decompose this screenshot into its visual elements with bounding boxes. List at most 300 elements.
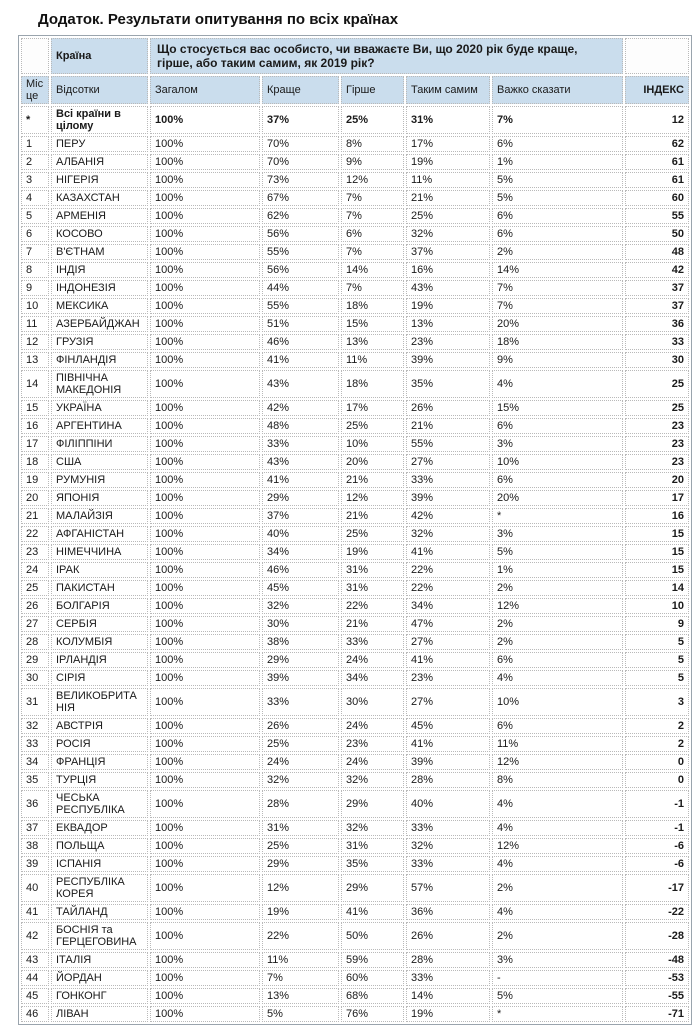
better-cell: 46%	[262, 334, 339, 350]
country-cell: КАЗАХСТАН	[51, 190, 148, 206]
better-cell: 38%	[262, 634, 339, 650]
place-cell: 34	[21, 754, 49, 770]
worse-cell: 21%	[341, 508, 404, 524]
same-cell: 41%	[406, 652, 490, 668]
header-row-columns	[21, 76, 689, 104]
total-cell: 100%	[150, 400, 260, 416]
table-row	[21, 670, 689, 686]
total-cell: 100%	[150, 154, 260, 170]
worse-cell: 34%	[341, 670, 404, 686]
place-cell: 7	[21, 244, 49, 260]
worse-cell: 25%	[341, 106, 404, 134]
same-cell: 25%	[406, 208, 490, 224]
col-header-worse: Гірше	[341, 76, 404, 104]
total-cell: 100%	[150, 334, 260, 350]
table-row	[21, 508, 689, 524]
place-cell: 6	[21, 226, 49, 242]
total-cell: 100%	[150, 904, 260, 920]
country-cell: ІТАЛІЯ	[51, 952, 148, 968]
country-cell: ІНДОНЕЗІЯ	[51, 280, 148, 296]
place-cell: 24	[21, 562, 49, 578]
same-cell: 31%	[406, 106, 490, 134]
survey-results-table	[18, 35, 692, 1025]
same-cell: 26%	[406, 400, 490, 416]
better-cell: 70%	[262, 136, 339, 152]
country-cell: ПАКИСТАН	[51, 580, 148, 596]
same-cell: 26%	[406, 922, 490, 950]
same-cell: 55%	[406, 436, 490, 452]
total-cell: 100%	[150, 244, 260, 260]
better-cell: 33%	[262, 688, 339, 716]
total-cell: 100%	[150, 718, 260, 734]
same-cell: 17%	[406, 136, 490, 152]
same-cell: 32%	[406, 526, 490, 542]
total-cell: 100%	[150, 208, 260, 224]
place-cell: 37	[21, 820, 49, 836]
worse-cell: 32%	[341, 820, 404, 836]
index-cell: -1	[625, 790, 689, 818]
same-cell: 39%	[406, 490, 490, 506]
table-row	[21, 718, 689, 734]
better-cell: 29%	[262, 490, 339, 506]
place-cell: 15	[21, 400, 49, 416]
col-header-index: ІНДЕКС	[625, 76, 689, 104]
index-cell: 5	[625, 634, 689, 650]
place-cell: 11	[21, 316, 49, 332]
same-cell: 21%	[406, 418, 490, 434]
hard-cell: 4%	[492, 790, 623, 818]
worse-cell: 24%	[341, 754, 404, 770]
worse-cell: 7%	[341, 244, 404, 260]
table-row	[21, 370, 689, 398]
index-cell: 5	[625, 670, 689, 686]
index-cell: 0	[625, 754, 689, 770]
same-cell: 19%	[406, 154, 490, 170]
worse-cell: 31%	[341, 838, 404, 854]
index-cell: 50	[625, 226, 689, 242]
country-cell: ГРУЗІЯ	[51, 334, 148, 350]
hard-cell: -	[492, 970, 623, 986]
worse-cell: 6%	[341, 226, 404, 242]
better-cell: 25%	[262, 736, 339, 752]
better-cell: 37%	[262, 106, 339, 134]
country-cell: КОСОВО	[51, 226, 148, 242]
index-cell: 48	[625, 244, 689, 260]
better-cell: 44%	[262, 280, 339, 296]
country-cell: ІРЛАНДІЯ	[51, 652, 148, 668]
country-cell: АРГЕНТИНА	[51, 418, 148, 434]
hard-cell: 20%	[492, 316, 623, 332]
worse-cell: 15%	[341, 316, 404, 332]
index-cell: 61	[625, 154, 689, 170]
better-cell: 26%	[262, 718, 339, 734]
worse-cell: 8%	[341, 136, 404, 152]
table-row	[21, 244, 689, 260]
total-cell: 100%	[150, 316, 260, 332]
place-cell: 46	[21, 1006, 49, 1022]
hard-cell: 1%	[492, 154, 623, 170]
question-cell: Що стосується вас особисто, чи вважаєте Ви, що 2020 рік буде краще, гірше, або таким самим, як 2019 рік?	[150, 38, 623, 74]
same-cell: 37%	[406, 244, 490, 260]
hard-cell: 1%	[492, 562, 623, 578]
total-cell: 100%	[150, 544, 260, 560]
table-row	[21, 772, 689, 788]
worse-cell: 29%	[341, 790, 404, 818]
table-row	[21, 472, 689, 488]
hard-cell: 4%	[492, 370, 623, 398]
index-cell: 16	[625, 508, 689, 524]
same-cell: 32%	[406, 838, 490, 854]
country-cell: ІСПАНІЯ	[51, 856, 148, 872]
place-cell: 36	[21, 790, 49, 818]
worse-cell: 30%	[341, 688, 404, 716]
same-cell: 39%	[406, 352, 490, 368]
place-cell: 28	[21, 634, 49, 650]
worse-cell: 12%	[341, 172, 404, 188]
better-cell: 11%	[262, 952, 339, 968]
table-row	[21, 922, 689, 950]
index-cell: -6	[625, 838, 689, 854]
header-row-question	[21, 38, 689, 74]
same-cell: 19%	[406, 1006, 490, 1022]
hard-cell: 6%	[492, 418, 623, 434]
total-cell: 100%	[150, 352, 260, 368]
place-cell: 26	[21, 598, 49, 614]
total-cell: 100%	[150, 226, 260, 242]
table-row	[21, 1006, 689, 1022]
better-cell: 55%	[262, 298, 339, 314]
better-cell: 43%	[262, 454, 339, 470]
total-cell: 100%	[150, 790, 260, 818]
country-cell: ТУРЦІЯ	[51, 772, 148, 788]
total-cell: 100%	[150, 670, 260, 686]
country-cell: ЧЕСЬКА РЕСПУБЛІКА	[51, 790, 148, 818]
hard-cell: 6%	[492, 136, 623, 152]
index-cell: 30	[625, 352, 689, 368]
same-cell: 16%	[406, 262, 490, 278]
better-cell: 46%	[262, 562, 339, 578]
better-cell: 40%	[262, 526, 339, 542]
table-row	[21, 526, 689, 542]
better-cell: 41%	[262, 352, 339, 368]
worse-cell: 24%	[341, 718, 404, 734]
place-cell: 33	[21, 736, 49, 752]
hard-cell: 6%	[492, 208, 623, 224]
worse-cell: 18%	[341, 298, 404, 314]
place-cell: 40	[21, 874, 49, 902]
index-cell: 5	[625, 652, 689, 668]
better-cell: 67%	[262, 190, 339, 206]
place-cell: 22	[21, 526, 49, 542]
hard-cell: 18%	[492, 334, 623, 350]
worse-cell: 29%	[341, 874, 404, 902]
place-cell: 14	[21, 370, 49, 398]
table-body	[21, 106, 689, 1022]
same-cell: 28%	[406, 952, 490, 968]
total-cell: 100%	[150, 952, 260, 968]
better-cell: 62%	[262, 208, 339, 224]
better-cell: 33%	[262, 436, 339, 452]
country-cell: СІРІЯ	[51, 670, 148, 686]
total-cell: 100%	[150, 106, 260, 134]
worse-cell: 17%	[341, 400, 404, 416]
total-cell: 100%	[150, 988, 260, 1004]
country-cell: УКРАЇНА	[51, 400, 148, 416]
hard-cell: 4%	[492, 904, 623, 920]
hard-cell: 2%	[492, 244, 623, 260]
same-cell: 11%	[406, 172, 490, 188]
col-header-total: Загалом	[150, 76, 260, 104]
better-cell: 37%	[262, 508, 339, 524]
same-cell: 32%	[406, 226, 490, 242]
place-cell: 8	[21, 262, 49, 278]
total-cell: 100%	[150, 136, 260, 152]
index-cell: 12	[625, 106, 689, 134]
index-cell: 20	[625, 472, 689, 488]
hard-cell: 7%	[492, 106, 623, 134]
worse-cell: 21%	[341, 472, 404, 488]
better-cell: 42%	[262, 400, 339, 416]
same-cell: 22%	[406, 580, 490, 596]
place-cell: 16	[21, 418, 49, 434]
better-cell: 7%	[262, 970, 339, 986]
worse-cell: 7%	[341, 190, 404, 206]
index-cell: -22	[625, 904, 689, 920]
country-cell: ПЕРУ	[51, 136, 148, 152]
place-cell: 31	[21, 688, 49, 716]
place-cell: 35	[21, 772, 49, 788]
better-cell: 73%	[262, 172, 339, 188]
same-cell: 13%	[406, 316, 490, 332]
total-cell: 100%	[150, 856, 260, 872]
place-cell: 42	[21, 922, 49, 950]
place-cell: 5	[21, 208, 49, 224]
place-cell: 41	[21, 904, 49, 920]
index-cell: -71	[625, 1006, 689, 1022]
total-cell: 100%	[150, 172, 260, 188]
table-row	[21, 562, 689, 578]
table-row	[21, 988, 689, 1004]
country-cell: В'ЄТНАМ	[51, 244, 148, 260]
place-cell: 44	[21, 970, 49, 986]
table-row	[21, 298, 689, 314]
country-cell: США	[51, 454, 148, 470]
index-cell: 25	[625, 400, 689, 416]
better-cell: 31%	[262, 820, 339, 836]
total-cell: 100%	[150, 298, 260, 314]
worse-cell: 20%	[341, 454, 404, 470]
same-cell: 43%	[406, 280, 490, 296]
same-cell: 23%	[406, 334, 490, 350]
country-cell: ЙОРДАН	[51, 970, 148, 986]
index-cell: -17	[625, 874, 689, 902]
index-cell: -28	[625, 922, 689, 950]
country-cell: РУМУНІЯ	[51, 472, 148, 488]
table-row	[21, 226, 689, 242]
index-cell: 14	[625, 580, 689, 596]
worse-cell: 7%	[341, 208, 404, 224]
hard-cell: 5%	[492, 172, 623, 188]
worse-cell: 13%	[341, 334, 404, 350]
same-cell: 47%	[406, 616, 490, 632]
same-cell: 23%	[406, 670, 490, 686]
table-row	[21, 154, 689, 170]
hard-cell: 11%	[492, 736, 623, 752]
col-header-hard: Важко сказати	[492, 76, 623, 104]
worse-cell: 76%	[341, 1006, 404, 1022]
index-cell: -1	[625, 820, 689, 836]
better-cell: 32%	[262, 772, 339, 788]
better-cell: 48%	[262, 418, 339, 434]
worse-cell: 60%	[341, 970, 404, 986]
better-cell: 41%	[262, 472, 339, 488]
better-cell: 51%	[262, 316, 339, 332]
table-row	[21, 652, 689, 668]
hard-cell: 3%	[492, 436, 623, 452]
index-cell: 15	[625, 544, 689, 560]
same-cell: 42%	[406, 508, 490, 524]
index-cell: 0	[625, 772, 689, 788]
hard-cell: *	[492, 1006, 623, 1022]
place-cell: 45	[21, 988, 49, 1004]
country-cell: ІНДІЯ	[51, 262, 148, 278]
place-cell: 17	[21, 436, 49, 452]
hard-cell: 2%	[492, 874, 623, 902]
index-cell: 36	[625, 316, 689, 332]
total-cell: 100%	[150, 970, 260, 986]
worse-cell: 9%	[341, 154, 404, 170]
country-cell: МЕКСИКА	[51, 298, 148, 314]
country-cell: ТАЙЛАНД	[51, 904, 148, 920]
place-cell: 23	[21, 544, 49, 560]
total-cell: 100%	[150, 1006, 260, 1022]
table-row	[21, 598, 689, 614]
col-header-percent: Відсотки	[51, 76, 148, 104]
same-cell: 34%	[406, 598, 490, 614]
same-cell: 35%	[406, 370, 490, 398]
same-cell: 39%	[406, 754, 490, 770]
index-cell: 62	[625, 136, 689, 152]
better-cell: 5%	[262, 1006, 339, 1022]
table-row	[21, 106, 689, 134]
worse-cell: 35%	[341, 856, 404, 872]
total-cell: 100%	[150, 616, 260, 632]
hard-cell: 12%	[492, 598, 623, 614]
better-cell: 45%	[262, 580, 339, 596]
table-row	[21, 316, 689, 332]
worse-cell: 23%	[341, 736, 404, 752]
hard-cell: *	[492, 508, 623, 524]
better-cell: 24%	[262, 754, 339, 770]
country-cell: ЕКВАДОР	[51, 820, 148, 836]
hard-cell: 12%	[492, 838, 623, 854]
table-row	[21, 136, 689, 152]
table-row	[21, 952, 689, 968]
table-row	[21, 970, 689, 986]
place-cell: 21	[21, 508, 49, 524]
place-cell: 29	[21, 652, 49, 668]
hard-cell: 4%	[492, 670, 623, 686]
index-cell: 60	[625, 190, 689, 206]
table-row	[21, 754, 689, 770]
better-cell: 19%	[262, 904, 339, 920]
place-cell: 10	[21, 298, 49, 314]
same-cell: 41%	[406, 736, 490, 752]
index-cell: 42	[625, 262, 689, 278]
country-cell: ПІВНІЧНА МАКЕДОНІЯ	[51, 370, 148, 398]
corner-cell-right	[625, 38, 689, 74]
hard-cell: 6%	[492, 226, 623, 242]
better-cell: 39%	[262, 670, 339, 686]
country-cell: РЕСПУБЛІКА КОРЕЯ	[51, 874, 148, 902]
hard-cell: 10%	[492, 454, 623, 470]
better-cell: 70%	[262, 154, 339, 170]
place-cell: 39	[21, 856, 49, 872]
total-cell: 100%	[150, 436, 260, 452]
better-cell: 12%	[262, 874, 339, 902]
same-cell: 57%	[406, 874, 490, 902]
total-cell: 100%	[150, 838, 260, 854]
total-cell: 100%	[150, 688, 260, 716]
index-cell: 15	[625, 562, 689, 578]
table-row	[21, 838, 689, 854]
country-cell: ЯПОНІЯ	[51, 490, 148, 506]
worse-cell: 21%	[341, 616, 404, 632]
worse-cell: 19%	[341, 544, 404, 560]
hard-cell: 2%	[492, 634, 623, 650]
worse-cell: 7%	[341, 280, 404, 296]
hard-cell: 4%	[492, 820, 623, 836]
total-cell: 100%	[150, 490, 260, 506]
table-row	[21, 820, 689, 836]
index-cell: 33	[625, 334, 689, 350]
same-cell: 19%	[406, 298, 490, 314]
place-cell: 4	[21, 190, 49, 206]
total-cell: 100%	[150, 280, 260, 296]
hard-cell: 2%	[492, 580, 623, 596]
hard-cell: 5%	[492, 988, 623, 1004]
worse-cell: 33%	[341, 634, 404, 650]
same-cell: 27%	[406, 634, 490, 650]
table-row	[21, 490, 689, 506]
place-cell: 20	[21, 490, 49, 506]
country-cell: АФГАНІСТАН	[51, 526, 148, 542]
table-row	[21, 616, 689, 632]
index-cell: 61	[625, 172, 689, 188]
total-cell: 100%	[150, 454, 260, 470]
total-cell: 100%	[150, 922, 260, 950]
same-cell: 22%	[406, 562, 490, 578]
country-cell: АВСТРІЯ	[51, 718, 148, 734]
worse-cell: 68%	[341, 988, 404, 1004]
hard-cell: 6%	[492, 652, 623, 668]
index-cell: 55	[625, 208, 689, 224]
table-row	[21, 436, 689, 452]
table-row	[21, 874, 689, 902]
total-cell: 100%	[150, 370, 260, 398]
country-cell: ЛІВАН	[51, 1006, 148, 1022]
country-cell: ІРАК	[51, 562, 148, 578]
country-cell: АЗЕРБАЙДЖАН	[51, 316, 148, 332]
table-row	[21, 688, 689, 716]
place-cell: *	[21, 106, 49, 134]
index-cell: -6	[625, 856, 689, 872]
table-row	[21, 262, 689, 278]
hard-cell: 20%	[492, 490, 623, 506]
total-cell: 100%	[150, 262, 260, 278]
worse-cell: 31%	[341, 562, 404, 578]
index-cell: 37	[625, 298, 689, 314]
